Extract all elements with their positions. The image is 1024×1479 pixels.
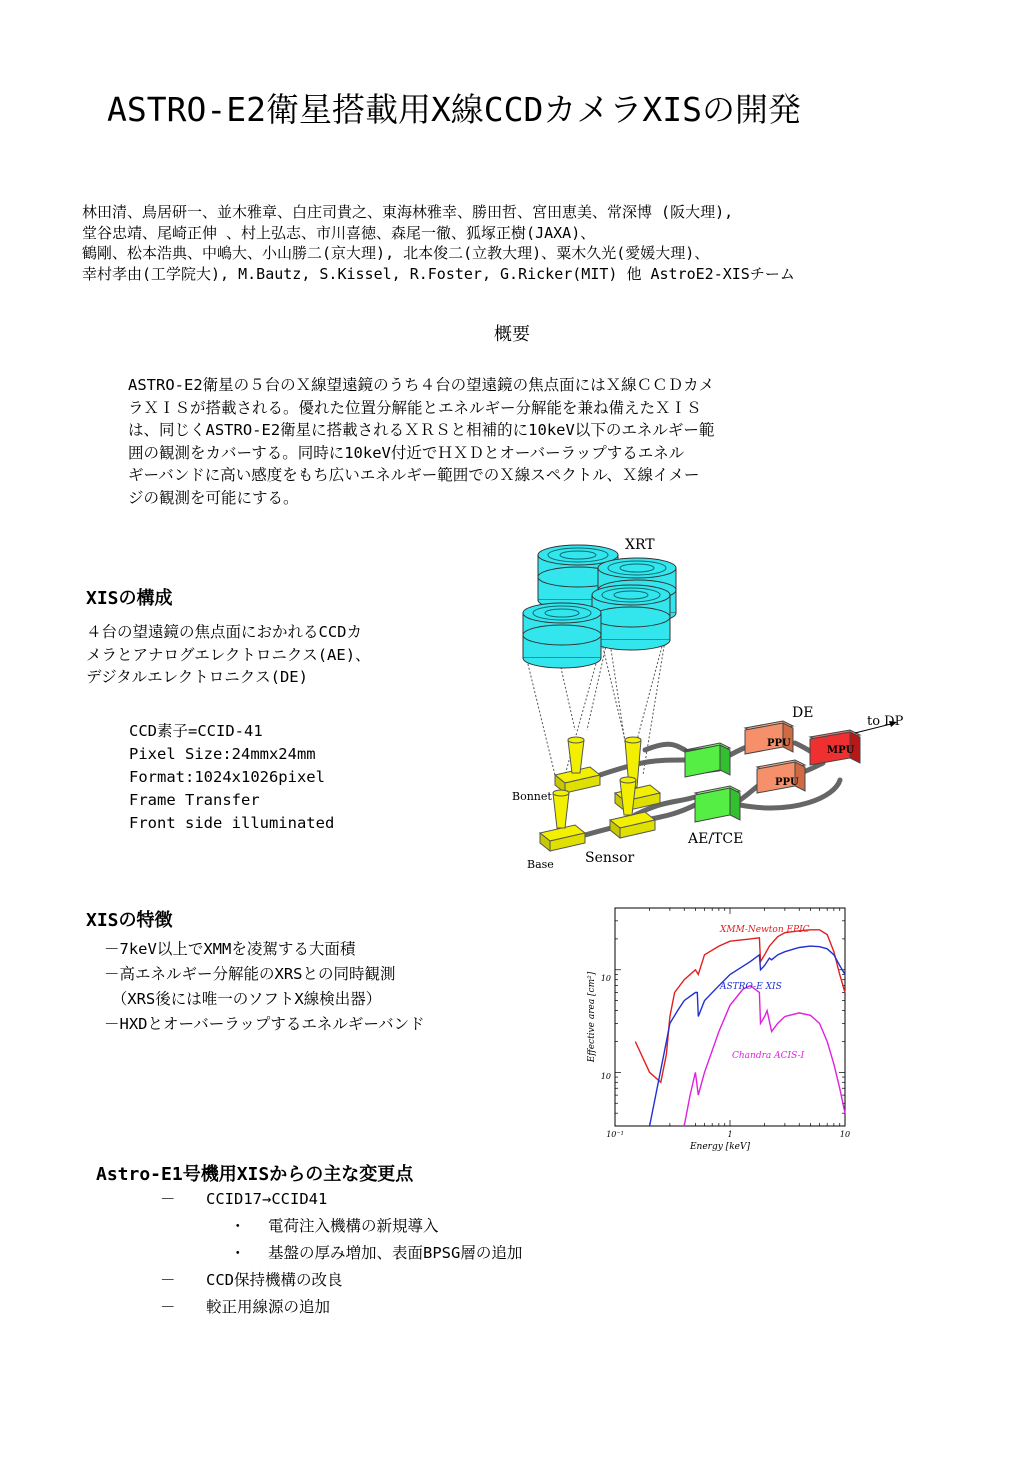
- composition-line: ４台の望遠鏡の焦点面におかれるCCDカ: [86, 623, 362, 641]
- ccd-spec-list: [129, 720, 334, 835]
- bonnet-label: Bonnet: [512, 790, 552, 803]
- x-tick-label: 10: [839, 1130, 851, 1139]
- abstract-line: 囲の観測をカバーする。同時に10keV付近でＨＸＤとオーバーラップするエネル: [128, 443, 685, 462]
- xrt-mirror-front-left: [523, 603, 601, 668]
- ppu-label: PPU: [767, 738, 791, 749]
- change-marker: －: [160, 1190, 176, 1208]
- change-subitem: [160, 1215, 522, 1242]
- mpu-label: MPU: [827, 745, 855, 756]
- ccd-spec-item: Frame Transfer: [129, 791, 260, 809]
- legend-chandra: Chandra ACIS-I: [732, 1051, 805, 1061]
- to-dp-label: to DP: [867, 714, 904, 729]
- sensor-head-1: [555, 737, 600, 793]
- features-list: [104, 937, 425, 1037]
- effective-area-chart: [580, 900, 855, 1155]
- legend-astro-e: ASTRO-E XIS: [720, 982, 782, 992]
- feature-item: （XRS後には唯一のソフトX線検出器）: [104, 990, 382, 1008]
- de-label: DE: [792, 705, 814, 721]
- y-tick-label: 10: [600, 974, 611, 983]
- y-axis-label: Effective area [cm²]: [587, 971, 597, 1063]
- author-line: 堂谷忠靖、尾崎正伸 、村上弘志、市川喜徳、森尾一徹、狐塚正樹(JAXA)、: [82, 223, 596, 242]
- change-text: CCID17→CCID41: [206, 1190, 328, 1208]
- ccd-spec-item: CCD素子=CCID-41: [129, 722, 263, 740]
- author-line: 林田清、鳥居研一、並木雅章、白庄司貴之、東海林雅幸、勝田哲、宮田恵美、常深博 (阪大理),: [82, 203, 734, 221]
- x-axis-label: Energy [keV]: [689, 1142, 751, 1152]
- abstract-line: は、同じくASTRO-E2衛星に搭載されるＸＲＳと相補的に10keV以下のエネルギー範: [128, 421, 715, 439]
- author-line: 鶴剛、松本浩典、中嶋大、小山勝二(京大理), 北本俊二(立教大理)、粟木久光(愛媛大理)、: [82, 244, 710, 262]
- abstract-line: ラＸＩＳが搭載される。優れた位置分解能とエネルギー分解能を兼ね備えたＸＩＳ: [128, 398, 702, 417]
- change-item: [160, 1269, 522, 1296]
- change-item: [160, 1188, 522, 1215]
- sensor-label: Sensor: [585, 850, 635, 866]
- composition-text: [86, 621, 371, 689]
- change-text: CCD保持機構の改良: [206, 1271, 343, 1289]
- change-marker: ・: [230, 1244, 246, 1262]
- change-subitem: [160, 1242, 522, 1269]
- abstract-line: ASTRO-E2衛星の５台のＸ線望遠鏡のうち４台の望遠鏡の焦点面にはＸ線ＣＣＤカメ: [128, 376, 715, 394]
- feature-item: －高エネルギー分解能のXRSとの同時観測: [104, 965, 396, 983]
- xrt-mirror-front-right: [592, 585, 670, 650]
- change-text: 基盤の厚み増加、表面BPSG層の追加: [268, 1244, 523, 1262]
- abstract-line: ギーバンドに高い感度をもち広いエネルギー範囲でのＸ線スペクトル、Ｘ線イメー: [128, 466, 700, 484]
- ae-box-2: [695, 786, 740, 822]
- x-tick-label: 10⁻¹: [606, 1130, 624, 1139]
- changes-heading: Astro-E1号機用XISからの主な変更点: [96, 1164, 414, 1185]
- author-list: [82, 202, 795, 284]
- ae-box-1: [685, 743, 730, 777]
- base-label: Base: [527, 858, 554, 871]
- xis-system-diagram: [505, 535, 915, 875]
- page-title: ASTRO-E2衛星搭載用X線CCDカメラXISの開発: [107, 90, 802, 129]
- abstract-line: ジの観測を可能にする。: [128, 488, 299, 507]
- ccd-spec-item: Front side illuminated: [129, 814, 335, 832]
- abstract-heading: 概要: [494, 324, 530, 345]
- y-tick-label: 10: [600, 1072, 611, 1081]
- change-marker: －: [160, 1271, 176, 1289]
- composition-heading: XISの構成: [86, 588, 173, 609]
- series-line-1: [650, 946, 845, 1126]
- author-line: 幸村孝由(工学院大), M.Bautz, S.Kissel, R.Foster, G.Ricker(MIT) 他 AstroE2-XISチーム: [82, 264, 795, 283]
- abstract-body: [128, 374, 848, 509]
- feature-item: －7keV以上でXMMを凌駕する大面積: [104, 940, 356, 958]
- ae-tce-label: AE/TCE: [688, 831, 744, 847]
- change-text: 較正用線源の追加: [206, 1298, 331, 1316]
- xrt-label: XRT: [625, 537, 655, 553]
- composition-line: メラとアナログエレクトロニクス(AE)、: [86, 645, 371, 664]
- x-tick-label: 1: [727, 1130, 733, 1139]
- ccd-spec-item: Format:1024x1026pixel: [129, 768, 325, 786]
- ccd-spec-item: Pixel Size:24mmx24mm: [129, 745, 316, 763]
- change-marker: －: [160, 1298, 176, 1316]
- changes-list: [160, 1188, 522, 1323]
- change-marker: ・: [230, 1217, 246, 1235]
- chart-series: [635, 930, 845, 1126]
- composition-line: デジタルエレクトロニクス(DE): [86, 668, 308, 686]
- legend-xmm: XMM-Newton EPIC: [720, 925, 810, 935]
- feature-item: －HXDとオーバーラップするエネルギーバンド: [104, 1015, 425, 1033]
- features-heading: XISの特徴: [86, 910, 173, 931]
- change-text: 電荷注入機構の新規導入: [268, 1217, 439, 1235]
- change-item: [160, 1296, 522, 1323]
- ppu-label: PPU: [775, 777, 799, 788]
